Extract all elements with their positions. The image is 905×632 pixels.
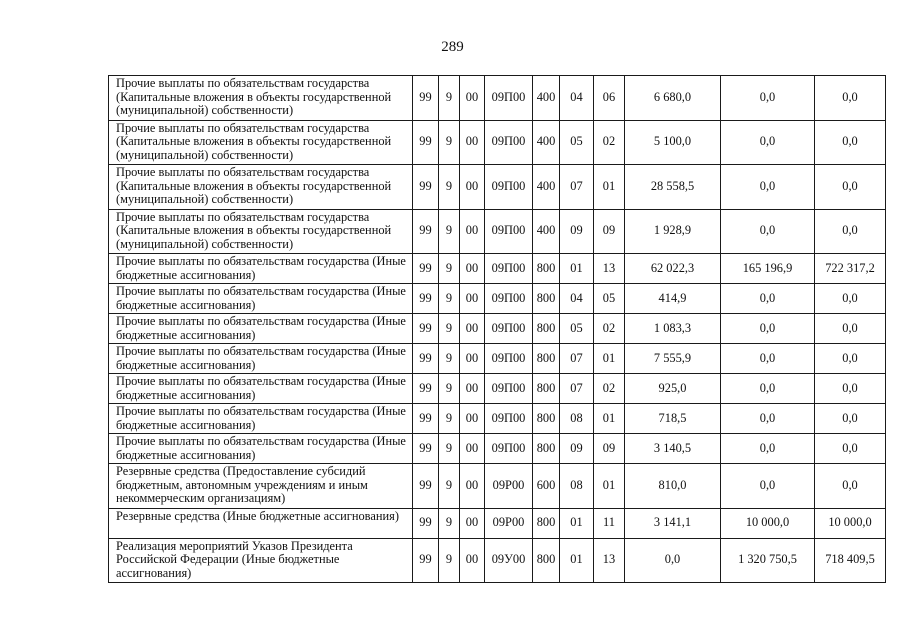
direction-code-cell: 09П00 [485, 209, 533, 254]
amount-year-3-cell: 0,0 [815, 120, 886, 165]
amount-year-3-cell: 0,0 [815, 165, 886, 210]
expense-type-code-cell: 800 [533, 374, 560, 404]
subprogram-code-cell: 9 [439, 344, 460, 374]
subprogram-code-cell: 9 [439, 508, 460, 538]
amount-year-3-cell: 0,0 [815, 464, 886, 509]
expenditure-name-cell: Прочие выплаты по обязательствам государства (Иные бюджетные ассигнования) [109, 284, 413, 314]
expense-type-code-cell: 800 [533, 284, 560, 314]
direction-code-cell: 09П00 [485, 120, 533, 165]
subsection-code-cell: 02 [594, 374, 625, 404]
main-event-code-cell: 00 [460, 120, 485, 165]
expense-type-code-cell: 800 [533, 254, 560, 284]
table-row [109, 344, 886, 374]
subsection-code-cell: 02 [594, 314, 625, 344]
section-code-cell: 05 [560, 120, 594, 165]
table-row [109, 209, 886, 254]
section-code-cell: 01 [560, 508, 594, 538]
subprogram-code-cell: 9 [439, 76, 460, 121]
main-event-code-cell: 00 [460, 284, 485, 314]
expense-type-code-cell: 800 [533, 508, 560, 538]
expenditure-name-cell: Резервные средства (Иные бюджетные ассигнования) [109, 508, 413, 538]
amount-year-2-cell: 0,0 [721, 165, 815, 210]
subprogram-code-cell: 9 [439, 464, 460, 509]
expense-type-code-cell: 800 [533, 404, 560, 434]
direction-code-cell: 09Р00 [485, 508, 533, 538]
subsection-code-cell: 09 [594, 209, 625, 254]
program-code-cell: 99 [413, 464, 439, 509]
program-code-cell: 99 [413, 374, 439, 404]
program-code-cell: 99 [413, 284, 439, 314]
section-code-cell: 05 [560, 314, 594, 344]
subprogram-code-cell: 9 [439, 538, 460, 583]
section-code-cell: 08 [560, 464, 594, 509]
main-event-code-cell: 00 [460, 254, 485, 284]
subsection-code-cell: 01 [594, 165, 625, 210]
section-code-cell: 01 [560, 254, 594, 284]
expenditure-name-cell: Прочие выплаты по обязательствам государства (Иные бюджетные ассигнования) [109, 404, 413, 434]
direction-code-cell: 09П00 [485, 254, 533, 284]
amount-year-3-cell: 0,0 [815, 404, 886, 434]
amount-year-1-cell: 1 083,3 [625, 314, 721, 344]
program-code-cell: 99 [413, 434, 439, 464]
amount-year-1-cell: 0,0 [625, 538, 721, 583]
amount-year-1-cell: 28 558,5 [625, 165, 721, 210]
program-code-cell: 99 [413, 209, 439, 254]
expenditure-name-cell: Резервные средства (Предоставление субсидий бюджетным, автономным учреждениям и иным некоммерческим организациям) [109, 464, 413, 509]
amount-year-2-cell: 0,0 [721, 314, 815, 344]
section-code-cell: 09 [560, 434, 594, 464]
amount-year-2-cell: 0,0 [721, 344, 815, 374]
expense-type-code-cell: 400 [533, 209, 560, 254]
table-row [109, 165, 886, 210]
subsection-code-cell: 01 [594, 464, 625, 509]
expenditure-name-cell: Прочие выплаты по обязательствам государства (Капитальные вложения в объекты государственной (муниципальной) собственности) [109, 120, 413, 165]
amount-year-3-cell: 0,0 [815, 76, 886, 121]
subprogram-code-cell: 9 [439, 374, 460, 404]
main-event-code-cell: 00 [460, 538, 485, 583]
table-row [109, 76, 886, 121]
subsection-code-cell: 13 [594, 254, 625, 284]
expenditure-name-cell: Прочие выплаты по обязательствам государства (Иные бюджетные ассигнования) [109, 374, 413, 404]
amount-year-2-cell: 0,0 [721, 374, 815, 404]
program-code-cell: 99 [413, 76, 439, 121]
main-event-code-cell: 00 [460, 374, 485, 404]
direction-code-cell: 09Р00 [485, 464, 533, 509]
subsection-code-cell: 01 [594, 404, 625, 434]
subsection-code-cell: 09 [594, 434, 625, 464]
amount-year-1-cell: 414,9 [625, 284, 721, 314]
table-row [109, 404, 886, 434]
subsection-code-cell: 11 [594, 508, 625, 538]
amount-year-1-cell: 3 140,5 [625, 434, 721, 464]
expenditure-name-cell: Прочие выплаты по обязательствам государства (Иные бюджетные ассигнования) [109, 434, 413, 464]
amount-year-1-cell: 5 100,0 [625, 120, 721, 165]
main-event-code-cell: 00 [460, 76, 485, 121]
section-code-cell: 01 [560, 538, 594, 583]
amount-year-3-cell: 718 409,5 [815, 538, 886, 583]
amount-year-2-cell: 165 196,9 [721, 254, 815, 284]
amount-year-3-cell: 10 000,0 [815, 508, 886, 538]
amount-year-2-cell: 0,0 [721, 120, 815, 165]
subprogram-code-cell: 9 [439, 434, 460, 464]
amount-year-2-cell: 1 320 750,5 [721, 538, 815, 583]
table-row [109, 254, 886, 284]
table-row [109, 284, 886, 314]
expense-type-code-cell: 800 [533, 538, 560, 583]
table-row [109, 538, 886, 583]
direction-code-cell: 09П00 [485, 76, 533, 121]
amount-year-1-cell: 925,0 [625, 374, 721, 404]
table-row [109, 314, 886, 344]
amount-year-1-cell: 3 141,1 [625, 508, 721, 538]
subprogram-code-cell: 9 [439, 284, 460, 314]
table-row [109, 434, 886, 464]
subsection-code-cell: 05 [594, 284, 625, 314]
main-event-code-cell: 00 [460, 344, 485, 374]
expenditure-name-cell: Прочие выплаты по обязательствам государства (Капитальные вложения в объекты государственной (муниципальной) собственности) [109, 209, 413, 254]
direction-code-cell: 09П00 [485, 314, 533, 344]
subsection-code-cell: 01 [594, 344, 625, 374]
amount-year-2-cell: 0,0 [721, 434, 815, 464]
budget-allocation-table [108, 75, 886, 583]
expense-type-code-cell: 800 [533, 344, 560, 374]
section-code-cell: 08 [560, 404, 594, 434]
subsection-code-cell: 13 [594, 538, 625, 583]
amount-year-2-cell: 10 000,0 [721, 508, 815, 538]
expense-type-code-cell: 400 [533, 120, 560, 165]
amount-year-2-cell: 0,0 [721, 464, 815, 509]
amount-year-1-cell: 62 022,3 [625, 254, 721, 284]
program-code-cell: 99 [413, 344, 439, 374]
expenditure-name-cell: Прочие выплаты по обязательствам государства (Иные бюджетные ассигнования) [109, 344, 413, 374]
expense-type-code-cell: 800 [533, 314, 560, 344]
main-event-code-cell: 00 [460, 434, 485, 464]
direction-code-cell: 09П00 [485, 404, 533, 434]
main-event-code-cell: 00 [460, 508, 485, 538]
section-code-cell: 04 [560, 76, 594, 121]
program-code-cell: 99 [413, 254, 439, 284]
amount-year-1-cell: 7 555,9 [625, 344, 721, 374]
expenditure-name-cell: Прочие выплаты по обязательствам государства (Иные бюджетные ассигнования) [109, 254, 413, 284]
program-code-cell: 99 [413, 314, 439, 344]
expenditure-name-cell: Прочие выплаты по обязательствам государства (Капитальные вложения в объекты государственной (муниципальной) собственности) [109, 76, 413, 121]
section-code-cell: 07 [560, 344, 594, 374]
section-code-cell: 07 [560, 374, 594, 404]
amount-year-3-cell: 0,0 [815, 344, 886, 374]
amount-year-3-cell: 0,0 [815, 434, 886, 464]
direction-code-cell: 09П00 [485, 284, 533, 314]
program-code-cell: 99 [413, 165, 439, 210]
program-code-cell: 99 [413, 508, 439, 538]
amount-year-3-cell: 0,0 [815, 314, 886, 344]
expenditure-name-cell: Прочие выплаты по обязательствам государства (Капитальные вложения в объекты государственной (муниципальной) собственности) [109, 165, 413, 210]
amount-year-2-cell: 0,0 [721, 209, 815, 254]
amount-year-3-cell: 0,0 [815, 209, 886, 254]
amount-year-3-cell: 722 317,2 [815, 254, 886, 284]
main-event-code-cell: 00 [460, 404, 485, 434]
section-code-cell: 04 [560, 284, 594, 314]
program-code-cell: 99 [413, 120, 439, 165]
table-row [109, 464, 886, 509]
main-event-code-cell: 00 [460, 314, 485, 344]
expense-type-code-cell: 800 [533, 434, 560, 464]
table-row [109, 374, 886, 404]
amount-year-3-cell: 0,0 [815, 284, 886, 314]
program-code-cell: 99 [413, 538, 439, 583]
subprogram-code-cell: 9 [439, 254, 460, 284]
main-event-code-cell: 00 [460, 464, 485, 509]
direction-code-cell: 09П00 [485, 165, 533, 210]
amount-year-2-cell: 0,0 [721, 404, 815, 434]
direction-code-cell: 09П00 [485, 434, 533, 464]
amount-year-1-cell: 1 928,9 [625, 209, 721, 254]
subprogram-code-cell: 9 [439, 165, 460, 210]
amount-year-1-cell: 6 680,0 [625, 76, 721, 121]
amount-year-1-cell: 718,5 [625, 404, 721, 434]
main-event-code-cell: 00 [460, 165, 485, 210]
page-number: 289 [441, 39, 464, 55]
subprogram-code-cell: 9 [439, 314, 460, 344]
direction-code-cell: 09У00 [485, 538, 533, 583]
section-code-cell: 09 [560, 209, 594, 254]
amount-year-2-cell: 0,0 [721, 76, 815, 121]
amount-year-3-cell: 0,0 [815, 374, 886, 404]
subsection-code-cell: 02 [594, 120, 625, 165]
main-event-code-cell: 00 [460, 209, 485, 254]
expense-type-code-cell: 400 [533, 165, 560, 210]
subsection-code-cell: 06 [594, 76, 625, 121]
program-code-cell: 99 [413, 404, 439, 434]
direction-code-cell: 09П00 [485, 344, 533, 374]
amount-year-2-cell: 0,0 [721, 284, 815, 314]
amount-year-1-cell: 810,0 [625, 464, 721, 509]
subprogram-code-cell: 9 [439, 209, 460, 254]
expenditure-name-cell: Прочие выплаты по обязательствам государства (Иные бюджетные ассигнования) [109, 314, 413, 344]
expense-type-code-cell: 600 [533, 464, 560, 509]
expense-type-code-cell: 400 [533, 76, 560, 121]
direction-code-cell: 09П00 [485, 374, 533, 404]
table-row [109, 120, 886, 165]
table-row [109, 508, 886, 538]
subprogram-code-cell: 9 [439, 120, 460, 165]
subprogram-code-cell: 9 [439, 404, 460, 434]
expenditure-name-cell: Реализация мероприятий Указов Президента Российской Федерации (Иные бюджетные ассигнования) [109, 538, 413, 583]
section-code-cell: 07 [560, 165, 594, 210]
